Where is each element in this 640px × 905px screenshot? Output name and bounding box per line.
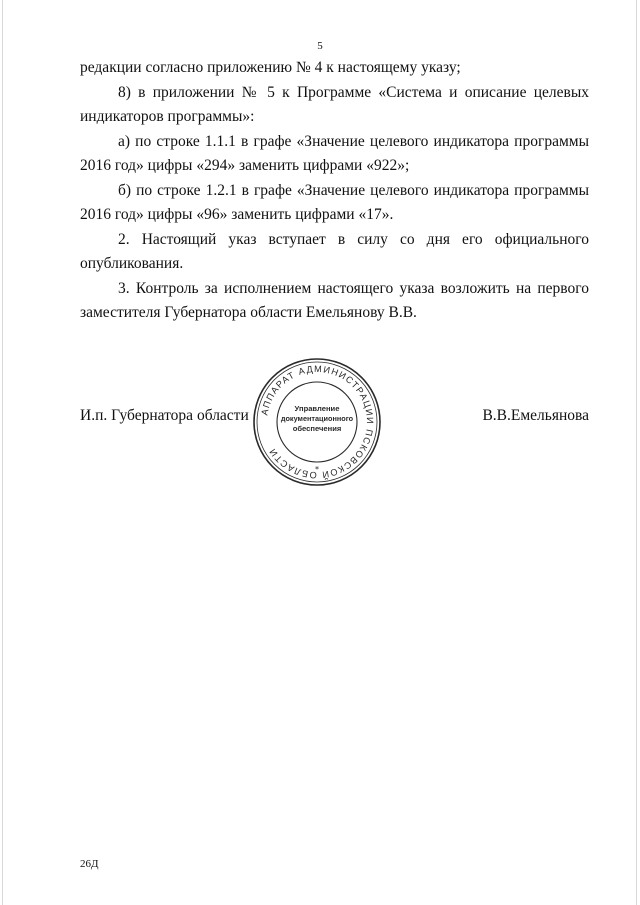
stamp-seal-icon [251,356,383,488]
stamp-star-icon: * [315,465,319,474]
signatory-name: В.В.Емельянова [482,407,589,424]
paragraph-item-3: 3. Контроль за исполнением настоящего указа возложить на первого заместителя Губернатора области Емельянову В.В. [80,279,589,321]
paragraph-subitem-b: б) по строке 1.2.1 в графе «Значение целевого индикатора программы 2016 год» цифры «96» заменить цифрами «17». [80,181,589,223]
paragraph-item-2: 2. Настоящий указ вступает в силу со дня его официального опубликования. [80,230,589,272]
scan-edge-left [2,0,3,905]
paragraph-continuation: редакции согласно приложению № 4 к настоящему указу; [80,59,461,76]
signatory-position: И.п. Губернатора области [80,407,249,424]
paragraph-subitem-a: а) по строке 1.1.1 в графе «Значение целевого индикатора программы 2016 год» цифры «294» заменить цифрами «922»; [80,132,589,174]
document-footer-code: 26Д [80,858,99,870]
page-number: 5 [317,40,323,52]
stamp-center-line-2: документационного [280,414,354,423]
stamp-center-line-3: обеспечения [292,424,342,433]
paragraph-item-8: 8) в приложении № 5 к Программе «Система и описание целевых индикаторов программы»: [80,83,589,125]
document-body [80,56,589,326]
official-stamp [251,356,383,488]
scan-edge-right [636,0,637,905]
stamp-center-line-1: Управление [294,404,340,413]
stamp-ring-text: АППАРАТ АДМИНИСТРАЦИИ ПСКОВСКОЙ ОБЛАСТИ [259,363,376,481]
